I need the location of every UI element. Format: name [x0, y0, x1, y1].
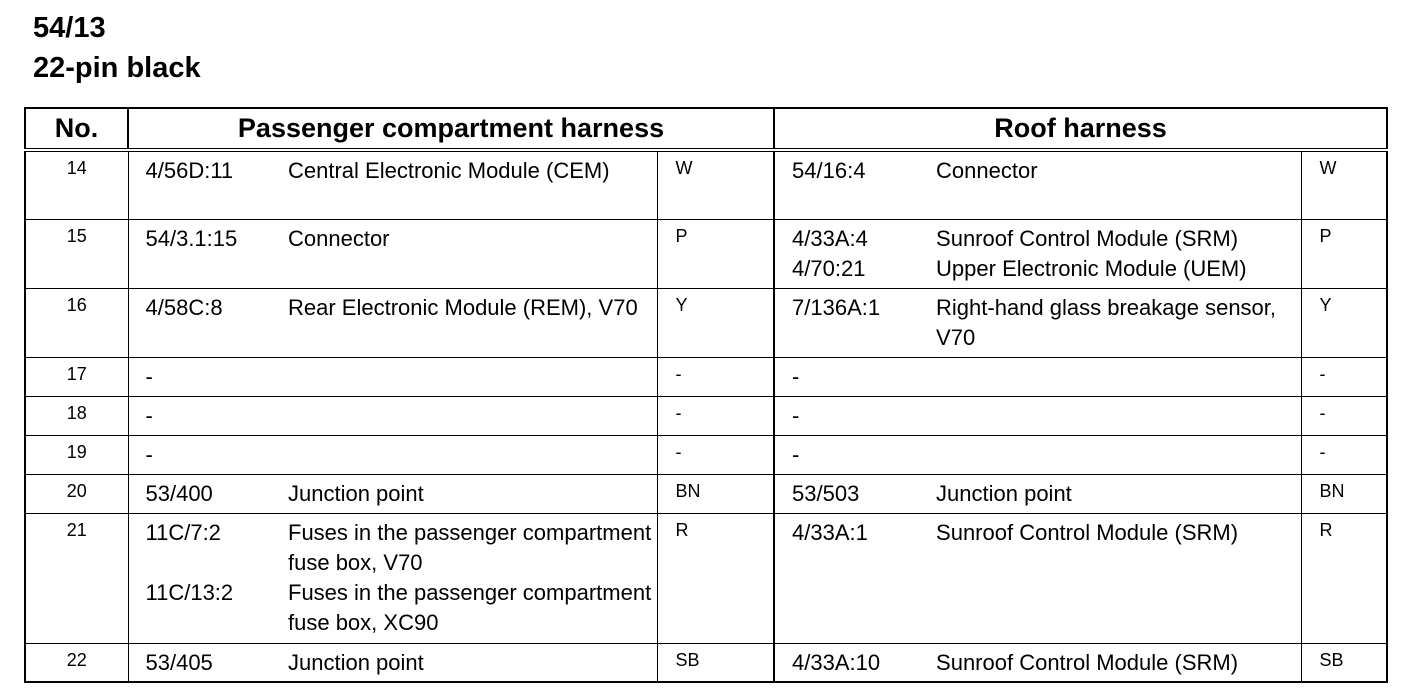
pin-table	[24, 107, 1388, 683]
passenger-description	[286, 357, 657, 396]
roof-description	[932, 643, 1301, 682]
roof-description	[932, 513, 1301, 643]
pin-number: 20	[66, 480, 87, 501]
roof-code	[774, 643, 932, 682]
roof-code-line: 4/33A:1	[792, 519, 868, 545]
passenger-code	[128, 288, 286, 357]
passenger-description	[286, 474, 657, 513]
header-passenger-harness: Passenger compartment harness	[128, 108, 774, 150]
passenger-code-line: 4/56D:11	[145, 158, 234, 183]
roof-description	[932, 474, 1301, 513]
passenger-description	[286, 435, 657, 474]
roof-code-line: 53/503	[792, 480, 860, 506]
roof-code-line: -	[792, 363, 800, 389]
table-row	[25, 288, 1387, 357]
roof-wire-color: R	[1301, 513, 1387, 643]
passenger-description-line: Fuses in the passenger compartment fuse box, XC90	[288, 579, 652, 635]
passenger-code	[128, 474, 286, 513]
pin-number: 15	[66, 225, 87, 246]
passenger-description-line: Connector	[288, 225, 390, 251]
passenger-description	[286, 513, 657, 643]
roof-code-line: 4/33A:10	[792, 649, 881, 675]
roof-description-line: Sunroof Control Module (SRM)	[936, 225, 1239, 251]
connector-subtitle: 22-pin black	[33, 52, 201, 84]
roof-code-line: 4/33A:4	[792, 225, 868, 251]
roof-wire-color: Y	[1301, 288, 1387, 357]
table-row	[25, 513, 1387, 643]
passenger-wire-color: R	[657, 513, 774, 643]
roof-description-line: Sunroof Control Module (SRM)	[936, 649, 1239, 675]
passenger-description-line: Rear Electronic Module (REM), V70	[288, 294, 638, 320]
roof-description-line: Upper Electronic Module (UEM)	[936, 255, 1247, 281]
passenger-code	[128, 643, 286, 682]
pin-number: 19	[66, 441, 87, 462]
roof-wire-color: BN	[1301, 474, 1387, 513]
roof-code	[774, 357, 932, 396]
roof-code	[774, 513, 932, 643]
roof-code	[774, 219, 932, 288]
passenger-code	[128, 513, 286, 643]
passenger-description-line: Junction point	[288, 649, 424, 675]
pin-number: 21	[66, 519, 87, 540]
roof-description-line: Connector	[936, 158, 1038, 183]
passenger-description	[286, 396, 657, 435]
table-row	[25, 435, 1387, 474]
table-row	[25, 357, 1387, 396]
roof-code-line: -	[792, 402, 800, 428]
passenger-code-line: 4/58C:8	[145, 294, 223, 320]
roof-description	[932, 435, 1301, 474]
passenger-code-line: -	[145, 363, 153, 389]
passenger-description-line: Central Electronic Module (CEM)	[288, 158, 610, 183]
table-row	[25, 396, 1387, 435]
passenger-code-line: 53/405	[145, 649, 213, 675]
roof-description	[932, 219, 1301, 288]
pin-number: 22	[66, 649, 87, 670]
roof-wire-color: SB	[1301, 643, 1387, 682]
table-row	[25, 474, 1387, 513]
passenger-code	[128, 396, 286, 435]
passenger-wire-color: SB	[657, 643, 774, 682]
table-row	[25, 219, 1387, 288]
roof-code-line: 54/16:4	[792, 158, 866, 183]
table-header-row	[25, 108, 1387, 150]
roof-code	[774, 150, 932, 219]
passenger-wire-color: P	[657, 219, 774, 288]
table-row	[25, 150, 1387, 219]
pin-number: 17	[66, 363, 87, 384]
passenger-code	[128, 357, 286, 396]
passenger-description	[286, 643, 657, 682]
passenger-wire-color: BN	[657, 474, 774, 513]
passenger-description	[286, 150, 657, 219]
passenger-code	[128, 219, 286, 288]
connector-title: 54/13	[33, 12, 106, 44]
roof-code-line: 4/70:21	[792, 255, 866, 281]
passenger-description	[286, 219, 657, 288]
roof-wire-color: W	[1301, 150, 1387, 219]
passenger-code	[128, 150, 286, 219]
header-roof-harness: Roof harness	[774, 108, 1387, 150]
passenger-description-line: Junction point	[288, 480, 424, 506]
passenger-code-line: 53/400	[145, 480, 213, 506]
pin-number: 14	[66, 158, 87, 178]
pin-number: 16	[66, 294, 87, 315]
roof-description-line: Sunroof Control Module (SRM)	[936, 519, 1239, 545]
passenger-code-line: 11C/7:2	[145, 519, 221, 545]
passenger-wire-color: W	[657, 150, 774, 219]
roof-code-line: -	[792, 441, 800, 467]
passenger-wire-color: Y	[657, 288, 774, 357]
roof-code	[774, 288, 932, 357]
passenger-code-line: -	[145, 402, 153, 428]
table-row	[25, 643, 1387, 682]
roof-code	[774, 435, 932, 474]
roof-description	[932, 150, 1301, 219]
passenger-code-line: -	[145, 441, 153, 467]
roof-code-line: 7/136A:1	[792, 294, 881, 320]
roof-code	[774, 396, 932, 435]
passenger-code	[128, 435, 286, 474]
roof-description	[932, 396, 1301, 435]
passenger-wire-color: -	[657, 435, 774, 474]
roof-description	[932, 288, 1301, 357]
roof-description	[932, 357, 1301, 396]
passenger-wire-color: -	[657, 357, 774, 396]
pin-number: 18	[66, 402, 87, 423]
passenger-description	[286, 288, 657, 357]
roof-code	[774, 474, 932, 513]
passenger-code-line: 54/3.1:15	[145, 225, 238, 251]
roof-description-line: Right-hand glass breakage sensor, V70	[936, 294, 1277, 350]
roof-wire-color: P	[1301, 219, 1387, 288]
roof-wire-color: -	[1301, 357, 1387, 396]
roof-description-line: Junction point	[936, 480, 1072, 506]
roof-wire-color: -	[1301, 435, 1387, 474]
passenger-code-line: 11C/13:2	[145, 579, 234, 605]
passenger-wire-color: -	[657, 396, 774, 435]
header-no: No.	[25, 108, 128, 150]
roof-wire-color: -	[1301, 396, 1387, 435]
table-body	[25, 150, 1387, 682]
passenger-description-line: Fuses in the passenger compartment fuse box, V70	[288, 519, 652, 575]
